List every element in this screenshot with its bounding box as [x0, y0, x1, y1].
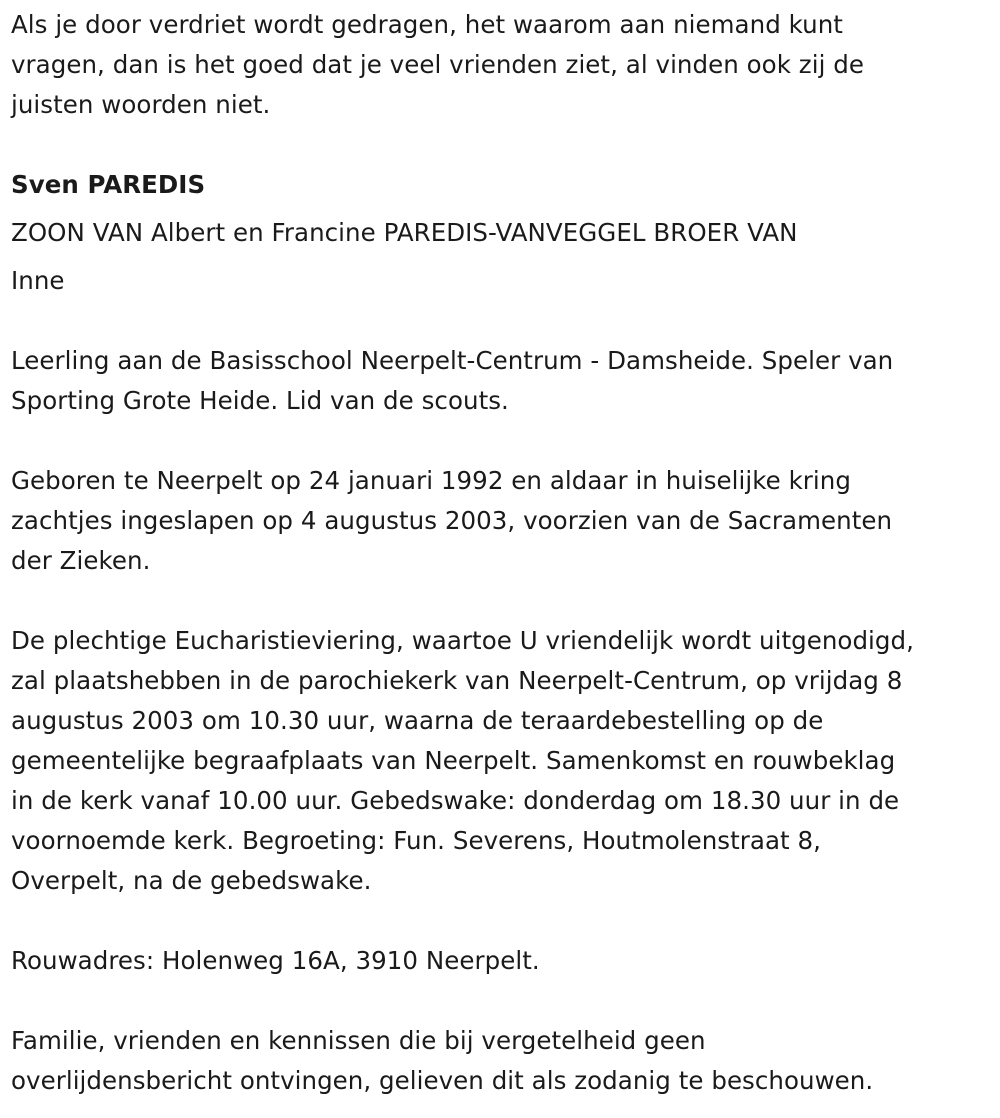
ceremony-line-5: in de kerk vanaf 10.00 uur. Gebedswake: donderdag om 18.30 uur in de: [11, 786, 900, 815]
activities-line-1: Leerling aan de Basisschool Neerpelt-Centrum - Damsheide. Speler van: [11, 346, 894, 375]
poem-line-2: vragen, dan is het goed dat je veel vrienden ziet, al vinden ook zij de: [11, 50, 864, 79]
poem-line-1: Als je door verdriet wordt gedragen, het waarom aan niemand kunt: [11, 10, 843, 39]
ceremony-line-1: De plechtige Eucharistieviering, waartoe U vriendelijk wordt uitgenodigd,: [11, 626, 914, 655]
ceremony-line-6: voornoemde kerk. Begroeting: Fun. Severens, Houtmolenstraat 8,: [11, 826, 821, 855]
relation-line-2: Inne: [11, 266, 65, 295]
notice-line-2: overlijdensbericht ontvingen, gelieven dit als zodanig te beschouwen.: [11, 1066, 874, 1095]
ceremony-line-7: Overpelt, na de gebedswake.: [11, 866, 372, 895]
ceremony-line-4: gemeentelijke begraafplaats van Neerpelt. Samenkomst en rouwbeklag: [11, 746, 896, 775]
poem-line-3: juisten woorden niet.: [11, 90, 271, 119]
ceremony-line-2: zal plaatshebben in de parochiekerk van Neerpelt-Centrum, op vrijdag 8: [11, 666, 903, 695]
ceremony-line-3: augustus 2003 om 10.30 uur, waarna de teraardebestelling op de: [11, 706, 824, 735]
birth-death-line-3: der Zieken.: [11, 546, 151, 575]
mourning-address: Rouwadres: Holenweg 16A, 3910 Neerpelt.: [11, 946, 540, 975]
notice-line-1: Familie, vrienden en kennissen die bij vergetelheid geen: [11, 1026, 706, 1055]
deceased-name: Sven PAREDIS: [11, 170, 206, 199]
birth-death-line-2: zachtjes ingeslapen op 4 augustus 2003, voorzien van de Sacramenten: [11, 506, 893, 535]
birth-death-line-1: Geboren te Neerpelt op 24 januari 1992 en aldaar in huiselijke kring: [11, 466, 851, 495]
activities-line-2: Sporting Grote Heide. Lid van de scouts.: [11, 386, 509, 415]
relation-line-1: ZOON VAN Albert en Francine PAREDIS-VANVEGGEL BROER VAN: [11, 218, 798, 247]
